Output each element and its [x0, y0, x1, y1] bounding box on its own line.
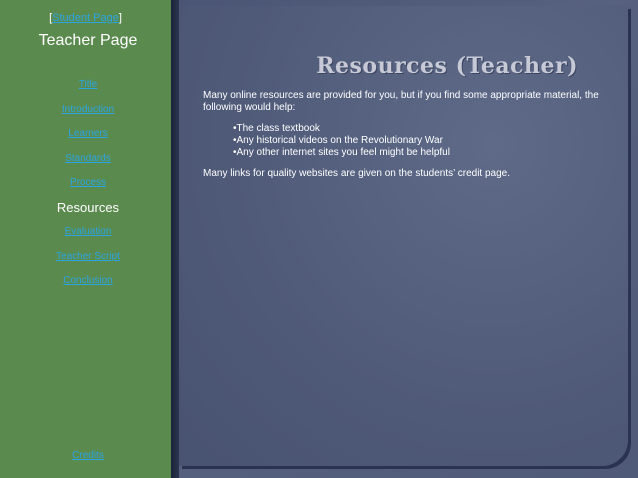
nav-item-title [0, 73, 176, 98]
page-title: Resources (Teacher) [316, 53, 578, 79]
credits-row [0, 450, 176, 461]
sidebar [0, 0, 172, 478]
nav-item-teacher-script [0, 245, 176, 270]
resource-list [233, 123, 603, 159]
body-text [203, 90, 603, 189]
student-page-link-row [0, 12, 171, 24]
sidebar-shadow [171, 0, 179, 478]
list-item: •Any historical videos on the Revolutionary War [233, 135, 443, 146]
nav-item-standards [0, 147, 176, 172]
nav-item-process [0, 171, 176, 196]
list-item: •The class textbook [233, 123, 320, 134]
nav-item-conclusion [0, 269, 176, 294]
nav-link-learners[interactable]: Learners [68, 128, 108, 139]
bracket-open: [ [49, 12, 53, 24]
sidebar-title: Teacher Page [38, 32, 138, 49]
nav-link-title[interactable]: Title [78, 79, 98, 90]
nav-item-resources-current: Resources [56, 199, 120, 215]
nav-link-introduction[interactable]: Introduction [61, 103, 115, 115]
closing-paragraph: Many links for quality websites are given on the students’ credit page. [203, 168, 511, 179]
main-panel [179, 0, 638, 478]
nav-link-standards[interactable]: Standards [65, 152, 111, 164]
nav-item-evaluation [0, 220, 176, 245]
credits-link[interactable]: Credits [72, 450, 104, 461]
content-frame [179, 6, 628, 466]
nav-link-teacher-script[interactable]: Teacher Script [56, 250, 120, 262]
nav-item-learners [0, 122, 176, 147]
student-page-link[interactable]: Student Page [52, 12, 119, 24]
nav-link-process[interactable]: Process [69, 177, 107, 188]
nav-link-conclusion[interactable]: Conclusion [63, 275, 113, 286]
list-item: •Any other internet sites you feel might be helpful [233, 147, 450, 158]
sidebar-nav [0, 73, 176, 294]
nav-item-introduction [0, 98, 176, 123]
nav-link-evaluation[interactable]: Evaluation [64, 226, 112, 237]
intro-paragraph: Many online resources are provided for you, but if you find some appropriate material, the following would help: [203, 90, 599, 113]
bracket-close: ] [118, 12, 122, 24]
